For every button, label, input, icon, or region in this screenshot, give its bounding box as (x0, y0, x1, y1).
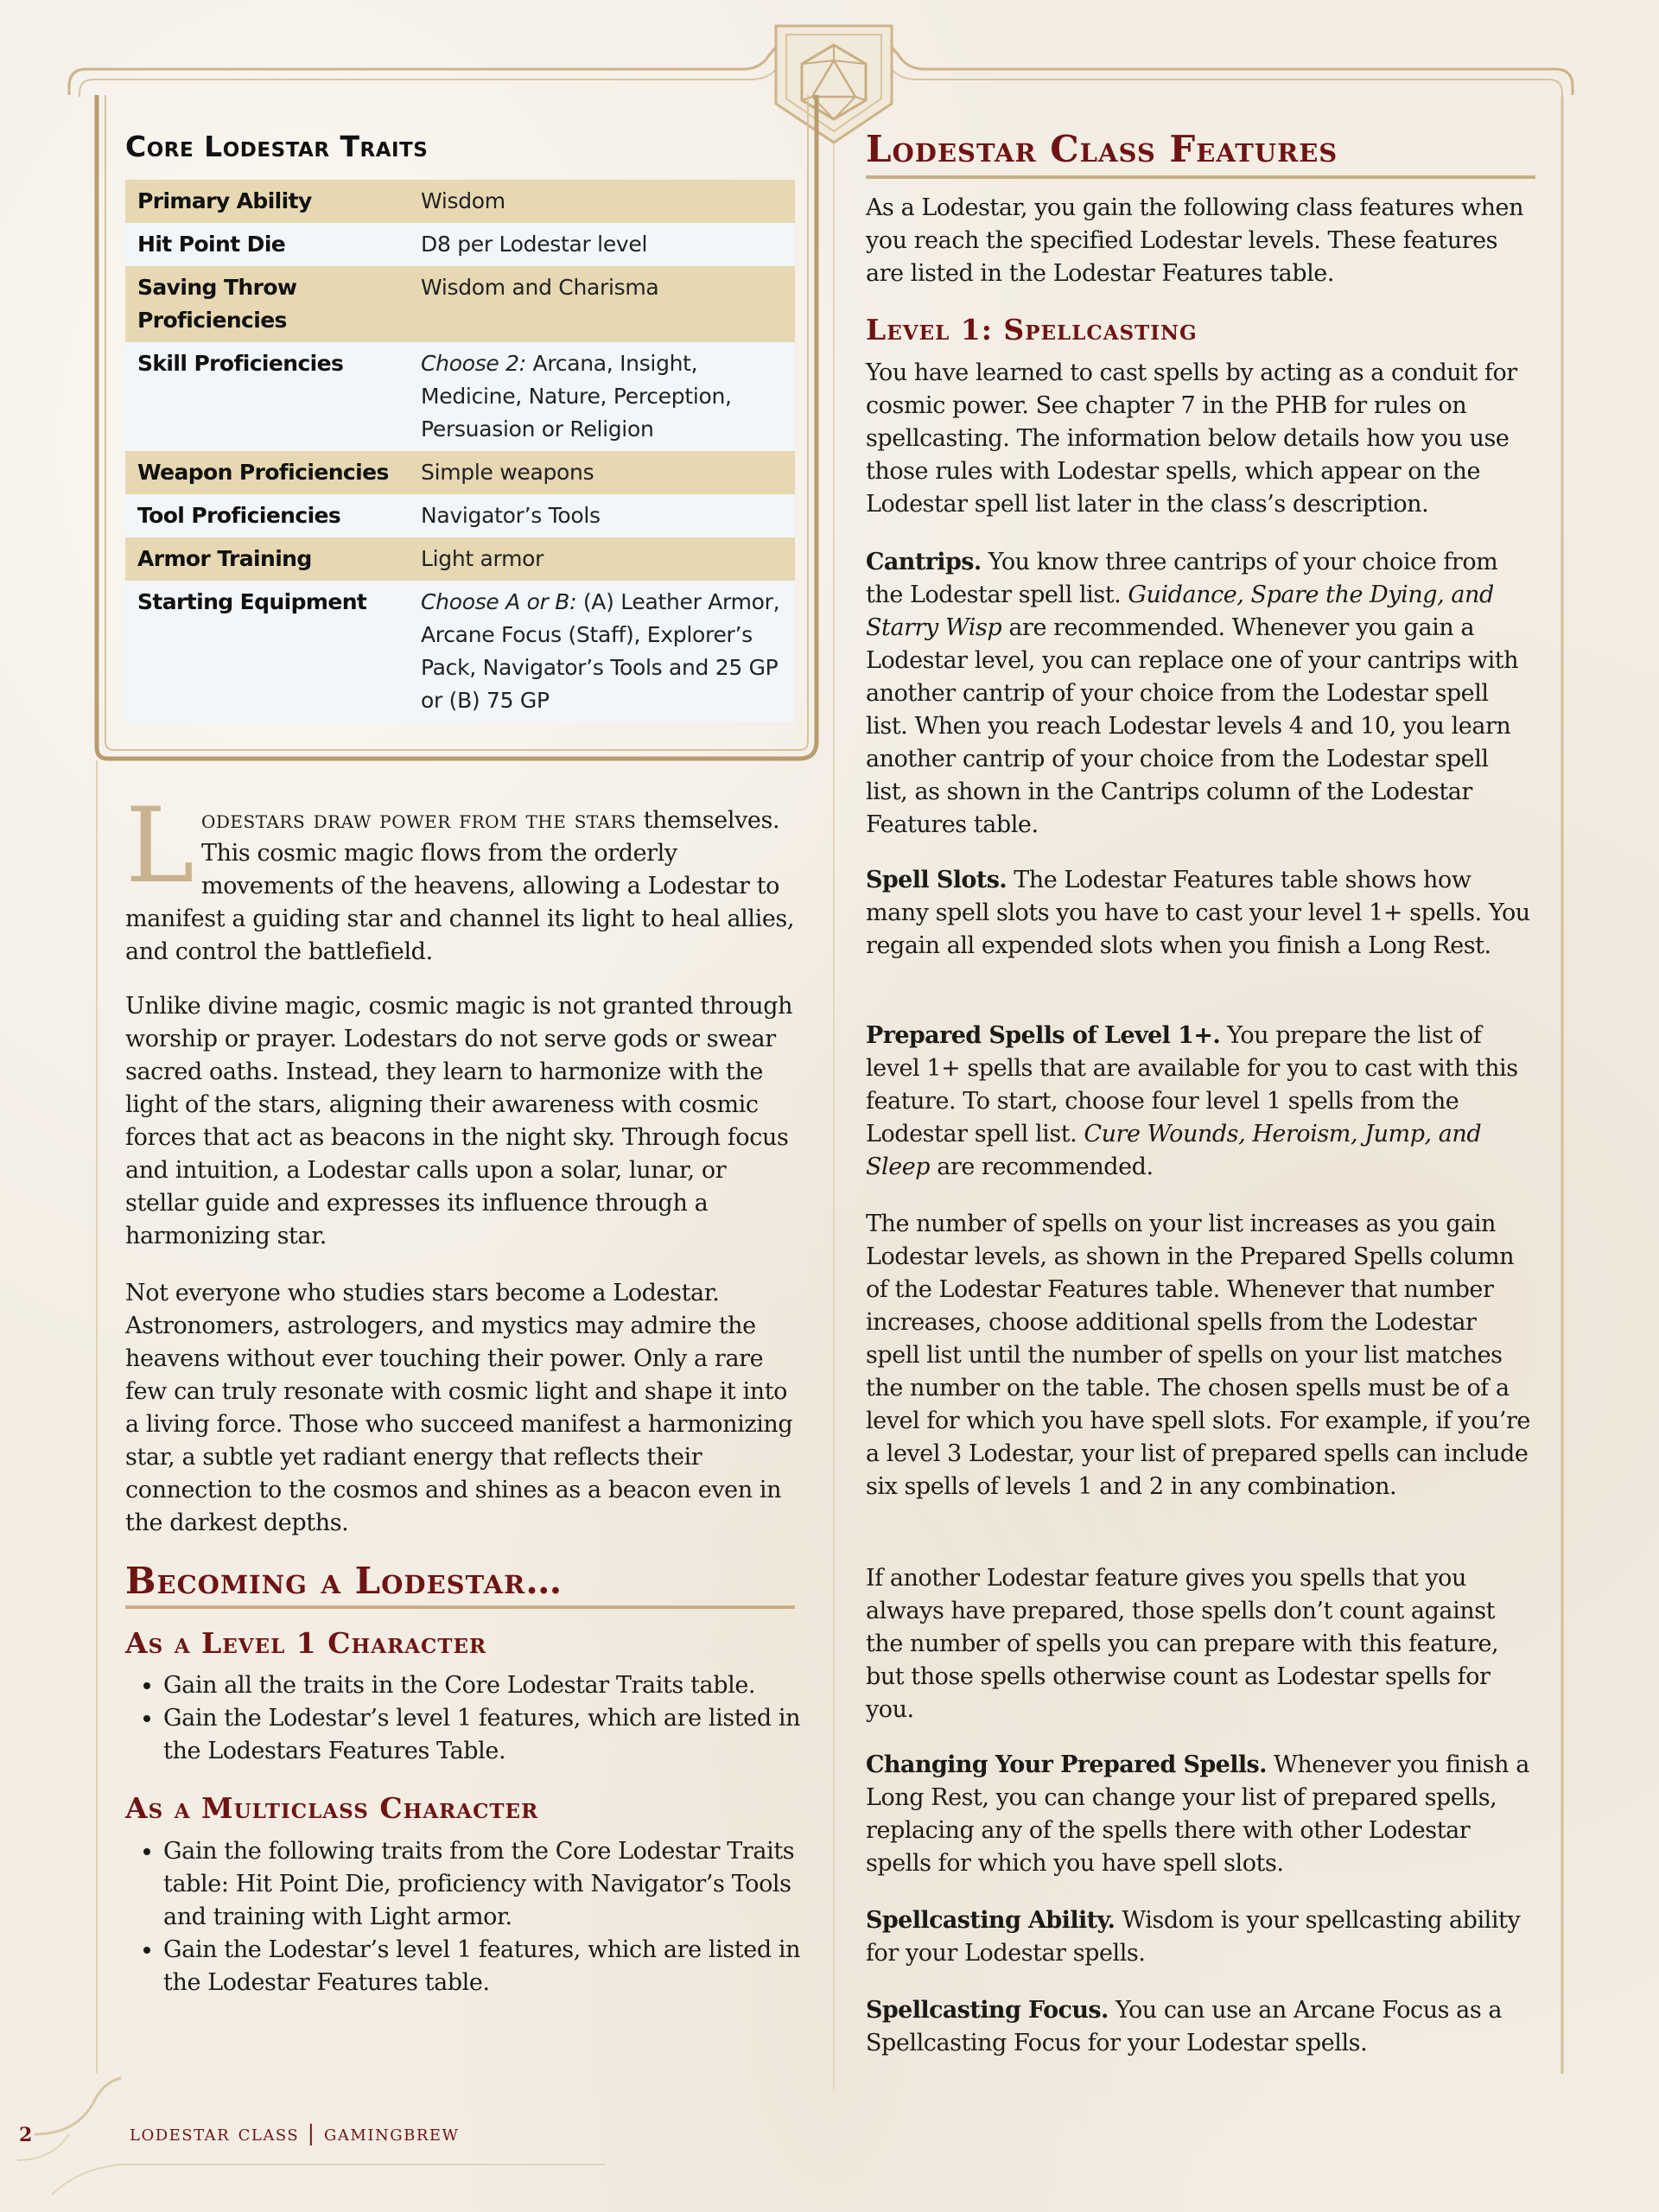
changing-prepared-spells-label: Changing Your Prepared Spells. (866, 1751, 1267, 1778)
section-rule (866, 175, 1535, 179)
intro-paragraph-3: Not everyone who studies stars become a Lodestar. Astronomers, astrologers, and mystics may admire the heavens without ever touching their power. Only a rare few can truly resonate with cosmic light and shape it into a living force. Those who succeed manifest a harmonizing star, a subtle yet radiant energy that reflects their connection to the cosmos and shines as a beacon even in the darkest depths. (125, 1280, 793, 1536)
footer-publisher: gamingbrew (324, 2120, 460, 2145)
trait-value: Navigator’s Tools (409, 494, 795, 537)
trait-value-prefix: Choose 2: (421, 351, 526, 376)
prepared-spells-recommended: Cure Wounds, Heroism, Jump, and Sleep (866, 1121, 1482, 1180)
spellcasting-ability-text: Wisdom is your spellcasting ability for your Lodestar spells. (866, 1907, 1521, 1967)
trait-key: Saving Throw Proficiencies (125, 266, 409, 342)
list-item: • Gain the Lodestar’s level 1 features, which are listed in the Lodestars Features Table. (163, 1702, 837, 1768)
spellcasting-focus-text: You can use an Arcane Focus as a Spellcasting Focus for your Lodestar spells. (866, 1997, 1502, 2056)
trait-value: Wisdom (409, 180, 795, 223)
spellcasting-paragraph: You have learned to cast spells by acting as a conduit for cosmic power. See chapter 7 in the PHB for rules on spellcasting. The information below details how you use those rules with Lodestar spells, which appear on the Lodestar spell list later in the class’s description. (866, 359, 1517, 518)
table-row (125, 581, 795, 722)
prepared-spells-paragraph (866, 1020, 1535, 1184)
trait-value-prefix: Choose A or B: (421, 589, 577, 614)
number-of-spells-paragraph: The number of spells on your list increases as you gain Lodestar levels, as shown in the Prepared Spells column of the Lodestar Features table. Whenever that number increases, choose additional spells from the Lodestar spell list until the number of spells on your list matches the number on the table. The chosen spells must be of a level for which you have spell slots. For example, if you’re a level 3 Lodestar, your list of prepared spells can include six spells of levels 1 and 2 in any combination. (866, 1211, 1530, 1500)
trait-key: Tool Proficiencies (125, 494, 409, 537)
spell-slots-label: Spell Slots. (866, 867, 1007, 893)
trait-value: Simple weapons (409, 451, 795, 494)
cantrips-recommended: Guidance, Spare the Dying, and Starry Wisp (866, 582, 1494, 641)
trait-key: Skill Proficiencies (125, 342, 409, 451)
intro-paragraph-1 (125, 804, 799, 969)
cantrips-paragraph (866, 546, 1535, 842)
table-row (125, 342, 795, 451)
cantrips-text-2: are recommended. Whenever you gain a Lodestar level, you can replace one of your cantrips with another cantrip of your choice from the Lodestar spell list. When you reach Lodestar levels 4 and 10, you learn another cantrip of your choice from the Lodestar spell list, as shown in the Cantrips column of the Lodestar Features table. (866, 614, 1519, 838)
prepared-spells-text-2: are recommended. (930, 1154, 1154, 1180)
d20-medallion (776, 26, 892, 143)
page-footer (130, 2120, 460, 2145)
spellcasting-focus-paragraph (866, 1994, 1535, 2060)
intro-lead-smallcaps: odestars draw power from the stars (201, 805, 637, 834)
list-item: • Gain all the traits in the Core Lodestar Traits table. (163, 1669, 837, 1702)
list-item: • Gain the Lodestar’s level 1 features, which are listed in the Lodestar Features table. (163, 1934, 837, 1999)
table-row (125, 223, 795, 266)
multiclass-character-title: As a Multiclass Character (125, 1791, 539, 1825)
class-features-title: Lodestar Class Features (866, 128, 1338, 170)
trait-value: Light armor (409, 537, 795, 581)
spellcasting-focus-label: Spellcasting Focus. (866, 1997, 1109, 2024)
level1-character-title: As a Level 1 Character (125, 1626, 487, 1660)
trait-value-text: (A) Leather Armor, Arcane Focus (Staff), Explorer’s Pack, Navigator’s Tools and 25 GP or (B) 75 GP (421, 589, 780, 713)
changing-prepared-spells-text: Whenever you finish a Long Rest, you can change your list of prepared spells, replacing any of the spells there with other Lodestar spells for which you have spell slots. (866, 1751, 1529, 1877)
trait-value-text: Arcana, Insight, Medicine, Nature, Perception, Persuasion or Religion (421, 351, 732, 442)
trait-key: Weapon Proficiencies (125, 451, 409, 494)
trait-key: Primary Ability (125, 180, 409, 223)
table-row (125, 537, 795, 581)
list-item: • Gain the following traits from the Core Lodestar Traits table: Hit Point Die, proficiency with Navigator’s Tools and training with Light armor. (163, 1835, 837, 1934)
drop-cap: L (125, 786, 194, 906)
intro-paragraph-1-text: themselves. This cosmic magic flows from the orderly movements of the heavens, allowing a Lodestar to manifest a guiding star and channel its light to heal allies, and control the battlefield. (125, 807, 795, 965)
table-row (125, 266, 795, 342)
prepared-spells-label: Prepared Spells of Level 1+. (866, 1022, 1221, 1049)
changing-prepared-spells-paragraph (866, 1749, 1535, 1880)
page-number: 2 (19, 2124, 33, 2146)
table-row (125, 451, 795, 494)
trait-key: Armor Training (125, 537, 409, 581)
spellcasting-ability-paragraph (866, 1904, 1535, 1970)
cantrips-label: Cantrips. (866, 549, 982, 575)
section-rule (125, 1605, 795, 1609)
prepared-spells-text: You prepare the list of level 1+ spells that are available for you to cast with this feature. To start, choose four level 1 spells from the Lodestar spell list. (866, 1022, 1518, 1147)
core-traits-heading: Core Lodestar Traits (125, 130, 429, 163)
trait-key: Starting Equipment (125, 581, 409, 722)
trait-value (409, 581, 795, 722)
trait-value: D8 per Lodestar level (409, 223, 795, 266)
becoming-title: Becoming a Lodestar… (125, 1560, 563, 1602)
trait-value: Wisdom and Charisma (409, 266, 795, 342)
intro-paragraph-2: Unlike divine magic, cosmic magic is not granted through worship or prayer. Lodestars do not serve gods or swear sacred oaths. Instead, they learn to harmonize with the light of the stars, aligning their awareness with cosmic forces that act as beacons in the night sky. Through focus and intuition, a Lodestar calls upon a solar, lunar, or stellar guide and expresses its influence through a harmonizing star. (125, 993, 793, 1249)
spellcasting-ability-label: Spellcasting Ability. (866, 1907, 1116, 1934)
always-prepared-paragraph: If another Lodestar feature gives you spells that you always have prepared, those spells don’t count against the number of spells you can prepare with this feature, but those spells otherwise count as Lodestar spells for you. (866, 1565, 1499, 1723)
class-features-intro: As a Lodestar, you gain the following class features when you reach the specified Lodestar levels. These features are listed in the Lodestar Features table. (866, 194, 1524, 287)
cantrips-text: You know three cantrips of your choice from the Lodestar spell list. (866, 549, 1498, 608)
footer-separator: | (307, 2120, 316, 2145)
level1-character-list (125, 1669, 837, 1768)
trait-value (409, 342, 795, 451)
spell-slots-text: The Lodestar Features table shows how many spell slots you have to cast your level 1+ spells. You regain all expended slots when you finish a Long Rest. (866, 867, 1530, 959)
table-row (125, 494, 795, 537)
trait-key: Hit Point Die (125, 223, 409, 266)
core-traits-table (125, 180, 795, 722)
multiclass-character-list (125, 1835, 837, 1999)
table-row (125, 180, 795, 223)
level1-spellcasting-title: Level 1: Spellcasting (866, 313, 1198, 346)
spell-slots-paragraph (866, 864, 1535, 963)
footer-title: lodestar class (130, 2120, 300, 2145)
